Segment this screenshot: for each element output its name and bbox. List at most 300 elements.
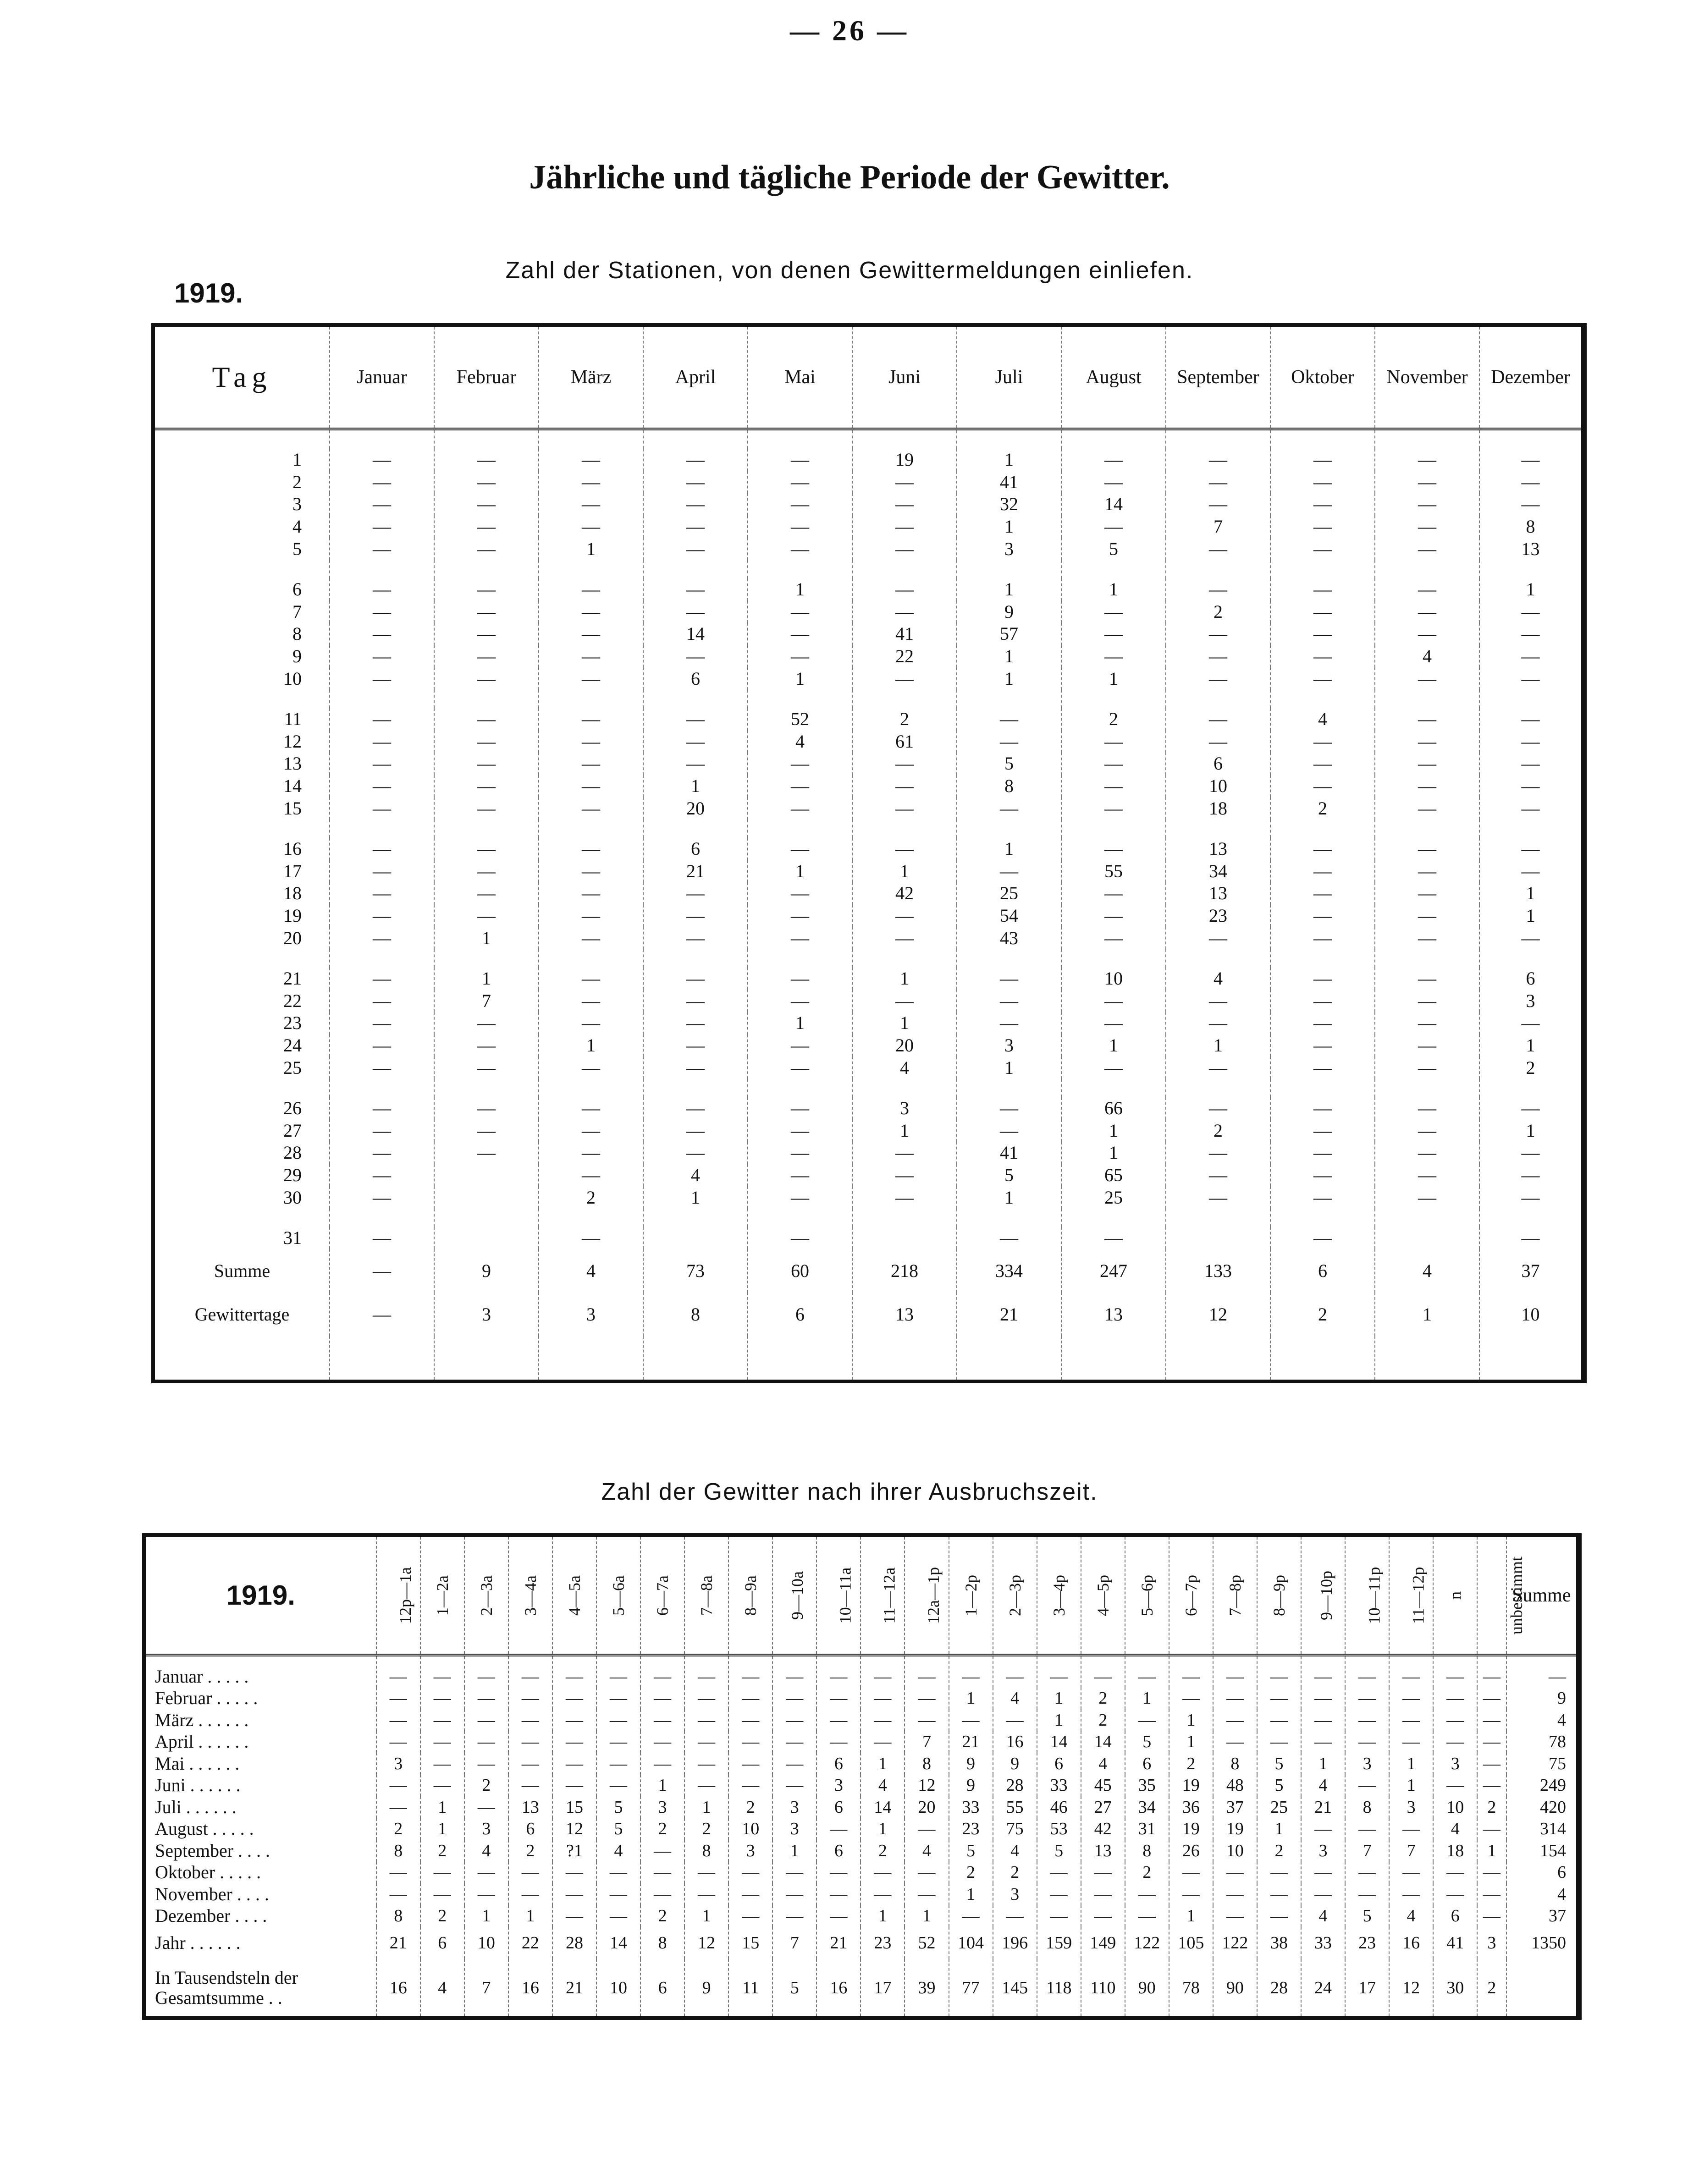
table-cell: — <box>434 753 539 775</box>
table-cell: — <box>1375 882 1479 905</box>
table-cell: 1 <box>434 927 539 949</box>
table-cell: 2 <box>1479 1056 1584 1079</box>
table-cell: — <box>464 1688 508 1710</box>
hour-label: 4—5a <box>565 1575 584 1616</box>
table-cell: — <box>861 1883 905 1905</box>
table-cell: — <box>640 1709 684 1731</box>
table-cell: 11 <box>728 1959 772 2018</box>
table-cell: — <box>1061 645 1166 668</box>
table-row <box>153 838 1584 860</box>
gap-cell <box>1375 820 1479 838</box>
table-cell: — <box>852 927 957 949</box>
table-cell: 31 <box>1125 1818 1169 1840</box>
table-cell: — <box>1479 601 1584 623</box>
table-row <box>144 1775 1579 1797</box>
table-cell: — <box>1270 1119 1375 1142</box>
table-cell: 1 <box>464 1905 508 1927</box>
table-cell: 6 <box>816 1840 861 1862</box>
table-cell: — <box>852 797 957 820</box>
hour-label: 8—9a <box>741 1575 760 1616</box>
table-cell: 7 <box>464 1959 508 2018</box>
table-cell <box>434 1164 539 1187</box>
gap-cell <box>748 820 852 838</box>
hour-label: 10—11p <box>1365 1567 1384 1624</box>
table-cell: 420 <box>1506 1796 1579 1818</box>
hour-label: 12p—1a <box>396 1567 414 1624</box>
table-cell: — <box>949 1655 993 1688</box>
table-cell: 17 <box>1345 1959 1389 2018</box>
table-cell: 77 <box>949 1959 993 2018</box>
table-cell: — <box>1375 667 1479 690</box>
table-cell: — <box>1081 1655 1125 1688</box>
day-number: 31 <box>153 1227 330 1249</box>
table-row <box>153 905 1584 927</box>
table-cell: 3 <box>1433 1753 1477 1775</box>
hour-column-header <box>1345 1535 1389 1655</box>
table-cell: 37 <box>1506 1905 1579 1927</box>
table-cell: — <box>1479 838 1584 860</box>
table-cell: — <box>420 1688 464 1710</box>
table-cell: — <box>1375 1119 1479 1142</box>
table-cell: 4 <box>1270 708 1375 731</box>
table-cell: 78 <box>1169 1959 1213 2018</box>
table-cell: — <box>1375 1034 1479 1057</box>
section2-subtitle: Zahl der Gewitter nach ihrer Ausbruchszeit. <box>601 1479 1098 1505</box>
table-cell <box>1375 1227 1479 1249</box>
table-cell: — <box>1301 1731 1345 1753</box>
table-cell: 1 <box>905 1905 949 1927</box>
table-cell: 3 <box>993 1883 1037 1905</box>
table-cell: — <box>748 1142 852 1164</box>
table-cell: — <box>748 538 852 560</box>
table-cell: — <box>957 797 1061 820</box>
table-cell: — <box>640 1753 684 1775</box>
table-cell: — <box>1270 471 1375 494</box>
table-cell: 4 <box>905 1840 949 1862</box>
table-cell: 23 <box>861 1927 905 1959</box>
table-cell: — <box>772 1688 816 1710</box>
table-cell: 4 <box>420 1959 464 2018</box>
table-cell: — <box>1479 775 1584 798</box>
table-row <box>153 1034 1584 1057</box>
table-cell: 2 <box>1081 1688 1125 1710</box>
gap-cell <box>957 690 1061 708</box>
day-number: 28 <box>153 1142 330 1164</box>
table-cell: 1 <box>852 968 957 990</box>
table-row <box>153 601 1584 623</box>
table-cell: — <box>1433 1655 1477 1688</box>
table-cell: — <box>539 1227 643 1249</box>
table-cell: — <box>1270 927 1375 949</box>
table-cell: 3 <box>640 1796 684 1818</box>
table-cell: — <box>330 1249 434 1293</box>
table-row <box>144 1688 1579 1710</box>
table-cell: — <box>1166 449 1270 471</box>
gap-cell <box>434 690 539 708</box>
month-label: Juli . . . . . . <box>144 1796 376 1818</box>
table-cell <box>852 1227 957 1249</box>
table-cell: 5 <box>1257 1753 1301 1775</box>
table-cell: 3 <box>376 1753 420 1775</box>
gap-cell <box>1061 820 1166 838</box>
table-cell: — <box>640 1862 684 1884</box>
table-cell: — <box>552 1709 596 1731</box>
table-cell: 104 <box>949 1927 993 1959</box>
table-cell: — <box>748 775 852 798</box>
gap-cell <box>539 690 643 708</box>
table-cell: — <box>1375 860 1479 883</box>
gap-cell <box>1166 429 1270 449</box>
month-label: August . . . . . <box>144 1818 376 1840</box>
table-cell: — <box>1479 927 1584 949</box>
table-cell: 4 <box>1506 1883 1579 1905</box>
table-cell: — <box>1166 1142 1270 1164</box>
month-header-februar: Februar <box>434 325 539 429</box>
table-cell: 8 <box>1125 1840 1169 1862</box>
table-cell: — <box>330 753 434 775</box>
table-cell: — <box>993 1655 1037 1688</box>
table-cell <box>643 1227 748 1249</box>
month-label: Januar . . . . . <box>144 1655 376 1688</box>
table-cell: — <box>1037 1905 1081 1927</box>
table-cell: — <box>728 1709 772 1731</box>
table-cell: 61 <box>852 731 957 753</box>
hour-column-header <box>596 1535 640 1655</box>
gap-cell <box>330 820 434 838</box>
table-cell: 73 <box>643 1249 748 1293</box>
table-cell: — <box>748 471 852 494</box>
table-cell: — <box>434 797 539 820</box>
gap-cell <box>330 690 434 708</box>
table-cell: 20 <box>852 1034 957 1057</box>
month-header-juni: Juni <box>852 325 957 429</box>
day-number: 1 <box>153 449 330 471</box>
table-cell: 16 <box>993 1731 1037 1753</box>
table-cell: — <box>1257 1688 1301 1710</box>
table-cell: — <box>643 882 748 905</box>
table-cell: — <box>434 1097 539 1120</box>
day-number: 5 <box>153 538 330 560</box>
table-cell: 4 <box>1166 968 1270 990</box>
table-cell: — <box>1061 838 1166 860</box>
table-cell: 6 <box>1506 1862 1579 1884</box>
table-cell: 145 <box>993 1959 1037 2018</box>
table-cell: — <box>330 1142 434 1164</box>
table-cell: — <box>596 1883 640 1905</box>
table-cell: 1 <box>748 667 852 690</box>
table-cell: 9 <box>434 1249 539 1293</box>
table-cell: — <box>1345 1688 1389 1710</box>
table-cell: — <box>772 1753 816 1775</box>
month-label: Dezember . . . . <box>144 1905 376 1927</box>
table-cell: — <box>1081 1905 1125 1927</box>
table-cell: 52 <box>748 708 852 731</box>
table-cell: — <box>1166 471 1270 494</box>
gap-cell <box>643 1336 748 1381</box>
gap-cell <box>1061 1079 1166 1097</box>
table-cell: 1 <box>1169 1731 1213 1753</box>
hour-label: 3—4p <box>1049 1574 1068 1616</box>
gap-cell <box>748 690 852 708</box>
table-cell: 38 <box>1257 1927 1301 1959</box>
table-cell: — <box>464 1753 508 1775</box>
table-cell: 33 <box>1301 1927 1345 1959</box>
table-cell: — <box>1345 1862 1389 1884</box>
table-cell: — <box>1270 1227 1375 1249</box>
table-cell: — <box>539 797 643 820</box>
table-cell: — <box>1477 1818 1506 1840</box>
table-cell: — <box>1375 1142 1479 1164</box>
table-cell: — <box>643 927 748 949</box>
table-cell: — <box>330 905 434 927</box>
table-cell: — <box>1061 990 1166 1012</box>
table-cell: — <box>1345 1655 1389 1688</box>
gap-cell <box>1166 1079 1270 1097</box>
gap-cell <box>153 560 330 578</box>
table-cell: — <box>539 516 643 538</box>
table-cell: — <box>420 1753 464 1775</box>
hour-label: 7—8p <box>1225 1574 1244 1616</box>
table-cell: — <box>684 1862 728 1884</box>
table-cell: — <box>748 601 852 623</box>
table-cell: 1 <box>772 1840 816 1862</box>
table-cell: 4 <box>1506 1709 1579 1731</box>
table-cell: 13 <box>852 1293 957 1336</box>
day-number: 17 <box>153 860 330 883</box>
month-label: September . . . . <box>144 1840 376 1862</box>
table-cell: — <box>957 731 1061 753</box>
table-cell: — <box>772 1731 816 1753</box>
table-cell: — <box>596 1655 640 1688</box>
table-cell: 20 <box>643 797 748 820</box>
table-cell: — <box>748 645 852 668</box>
table-cell: — <box>852 667 957 690</box>
table-cell: 2 <box>539 1186 643 1209</box>
gap-cell <box>1270 949 1375 968</box>
hour-column-header <box>1081 1535 1125 1655</box>
table-cell: 14 <box>1037 1731 1081 1753</box>
table-cell: 8 <box>905 1753 949 1775</box>
hour-column-header <box>1169 1535 1213 1655</box>
day-number: 23 <box>153 1012 330 1034</box>
table-cell: — <box>1433 1688 1477 1710</box>
table-cell: 12 <box>552 1818 596 1840</box>
gap-cell <box>434 1209 539 1227</box>
table-cell: 1 <box>957 1056 1061 1079</box>
table-cell: — <box>1375 1097 1479 1120</box>
table-cell: — <box>1270 1164 1375 1187</box>
table-cell: — <box>1375 968 1479 990</box>
day-number: 25 <box>153 1056 330 1079</box>
table-cell: 2 <box>1477 1796 1506 1818</box>
table-cell: — <box>949 1905 993 1927</box>
gap-cell <box>852 429 957 449</box>
table-cell: — <box>1375 905 1479 927</box>
table-cell: 25 <box>957 882 1061 905</box>
table-cell: — <box>1479 708 1584 731</box>
table-cell: 14 <box>861 1796 905 1818</box>
table-cell: — <box>1061 516 1166 538</box>
gap-cell <box>1479 820 1584 838</box>
table-cell: — <box>434 905 539 927</box>
hour-label: 5—6a <box>609 1575 628 1616</box>
table-cell: — <box>852 775 957 798</box>
table-cell: — <box>728 1775 772 1797</box>
outbreak-time-table <box>142 1533 1582 2020</box>
table-cell: — <box>330 927 434 949</box>
table-cell: 10 <box>1061 968 1166 990</box>
table-cell: — <box>1166 1186 1270 1209</box>
table-cell: 39 <box>905 1959 949 2018</box>
table-cell: — <box>330 493 434 516</box>
row-label: Summe <box>153 1249 330 1293</box>
table-cell: — <box>1270 775 1375 798</box>
month-header-april: April <box>643 325 748 429</box>
table-cell: — <box>643 1119 748 1142</box>
table-cell: 5 <box>596 1818 640 1840</box>
day-number: 16 <box>153 838 330 860</box>
table-cell: — <box>539 860 643 883</box>
gap-cell <box>643 429 748 449</box>
table-cell: — <box>861 1731 905 1753</box>
row-gap <box>153 1336 1584 1381</box>
table-cell: 247 <box>1061 1249 1166 1293</box>
hour-column-header <box>1477 1535 1526 1655</box>
table-cell: — <box>552 1688 596 1710</box>
table-cell: 75 <box>1506 1753 1579 1775</box>
table-cell: 37 <box>1213 1796 1257 1818</box>
table-cell: 75 <box>993 1818 1037 1840</box>
table-cell: 2 <box>852 708 957 731</box>
table-cell: — <box>748 905 852 927</box>
table-cell: 7 <box>1389 1840 1433 1862</box>
table-cell: 8 <box>684 1840 728 1862</box>
table-row <box>153 990 1584 1012</box>
gap-cell <box>153 1209 330 1227</box>
table-cell: 78 <box>1506 1731 1579 1753</box>
table-row <box>144 1905 1579 1927</box>
table-cell: — <box>464 1796 508 1818</box>
table-cell: 6 <box>1125 1753 1169 1775</box>
table-cell: 4 <box>539 1249 643 1293</box>
table-cell: — <box>1270 601 1375 623</box>
table-cell: — <box>852 471 957 494</box>
hour-label: 1—2p <box>961 1574 980 1616</box>
table-cell: — <box>1257 1655 1301 1688</box>
table-cell: — <box>1479 1186 1584 1209</box>
table-cell: 4 <box>1433 1818 1477 1840</box>
table-cell: — <box>539 731 643 753</box>
table-cell: — <box>748 1056 852 1079</box>
table-cell: — <box>552 1905 596 1927</box>
table-cell: 1 <box>949 1883 993 1905</box>
table-cell: — <box>539 493 643 516</box>
table-cell: 6 <box>640 1959 684 2018</box>
hour-column-header <box>552 1535 596 1655</box>
month-label: Juni . . . . . . <box>144 1775 376 1797</box>
table-cell: — <box>539 753 643 775</box>
table-cell: 1 <box>1169 1709 1213 1731</box>
table-cell: — <box>1375 731 1479 753</box>
table-cell: — <box>1375 623 1479 645</box>
table-cell: 21 <box>552 1959 596 2018</box>
gap-cell <box>643 1209 748 1227</box>
table-cell: — <box>1037 1655 1081 1688</box>
table-cell: 2 <box>376 1818 420 1840</box>
table-cell: — <box>1166 1056 1270 1079</box>
section1-subtitle: Zahl der Stationen, von denen Gewittermeldungen einliefen. <box>505 257 1194 284</box>
table-cell: 4 <box>993 1688 1037 1710</box>
day-number: 6 <box>153 578 330 601</box>
table-cell: — <box>596 1905 640 1927</box>
table-cell: — <box>1375 838 1479 860</box>
table-cell: — <box>508 1709 552 1731</box>
table-cell: — <box>434 1142 539 1164</box>
table-cell: — <box>816 1655 861 1688</box>
table-cell: — <box>1270 838 1375 860</box>
table-cell: 1 <box>1479 578 1584 601</box>
table-cell: 9 <box>949 1753 993 1775</box>
hour-label: 6—7p <box>1181 1574 1200 1616</box>
row-gap <box>153 560 1584 578</box>
gap-cell <box>1479 429 1584 449</box>
table-cell: — <box>905 1688 949 1710</box>
table-cell: 55 <box>993 1796 1037 1818</box>
table-cell: — <box>434 578 539 601</box>
table-cell: 5 <box>772 1959 816 2018</box>
gap-cell <box>852 690 957 708</box>
table-cell: 1 <box>420 1818 464 1840</box>
table-cell: — <box>748 968 852 990</box>
table-cell: — <box>1345 1883 1389 1905</box>
table-row <box>153 538 1584 560</box>
table-cell: 334 <box>957 1249 1061 1293</box>
gap-cell <box>1270 690 1375 708</box>
table-cell: — <box>957 860 1061 883</box>
table-cell: 118 <box>1037 1959 1081 2018</box>
table-cell: — <box>434 516 539 538</box>
gap-cell <box>852 949 957 968</box>
gap-cell <box>1270 1209 1375 1227</box>
table-cell: 9 <box>993 1753 1037 1775</box>
gap-cell <box>434 1079 539 1097</box>
summe-column-header: Summe <box>1506 1535 1579 1655</box>
table-cell: 9 <box>957 601 1061 623</box>
table-cell: — <box>1375 471 1479 494</box>
table-cell: — <box>1301 1709 1345 1731</box>
table-cell: 1 <box>643 775 748 798</box>
table-cell: — <box>861 1862 905 1884</box>
table-cell: 12 <box>684 1927 728 1959</box>
table-cell: — <box>643 905 748 927</box>
table-cell: — <box>539 990 643 1012</box>
table-cell: — <box>420 1655 464 1688</box>
table-cell: 1 <box>1257 1818 1301 1840</box>
table-cell: — <box>539 1012 643 1034</box>
hour-column-header <box>993 1535 1037 1655</box>
table-cell: — <box>552 1883 596 1905</box>
table-cell: — <box>1213 1688 1257 1710</box>
table-cell: — <box>748 927 852 949</box>
table-cell: — <box>1375 990 1479 1012</box>
table-cell: 36 <box>1169 1796 1213 1818</box>
table-cell: 6 <box>816 1753 861 1775</box>
table-cell: — <box>1389 1709 1433 1731</box>
table-row <box>144 1883 1579 1905</box>
gap-cell <box>748 560 852 578</box>
hour-column-header <box>1389 1535 1433 1655</box>
table-cell: 8 <box>376 1905 420 1927</box>
